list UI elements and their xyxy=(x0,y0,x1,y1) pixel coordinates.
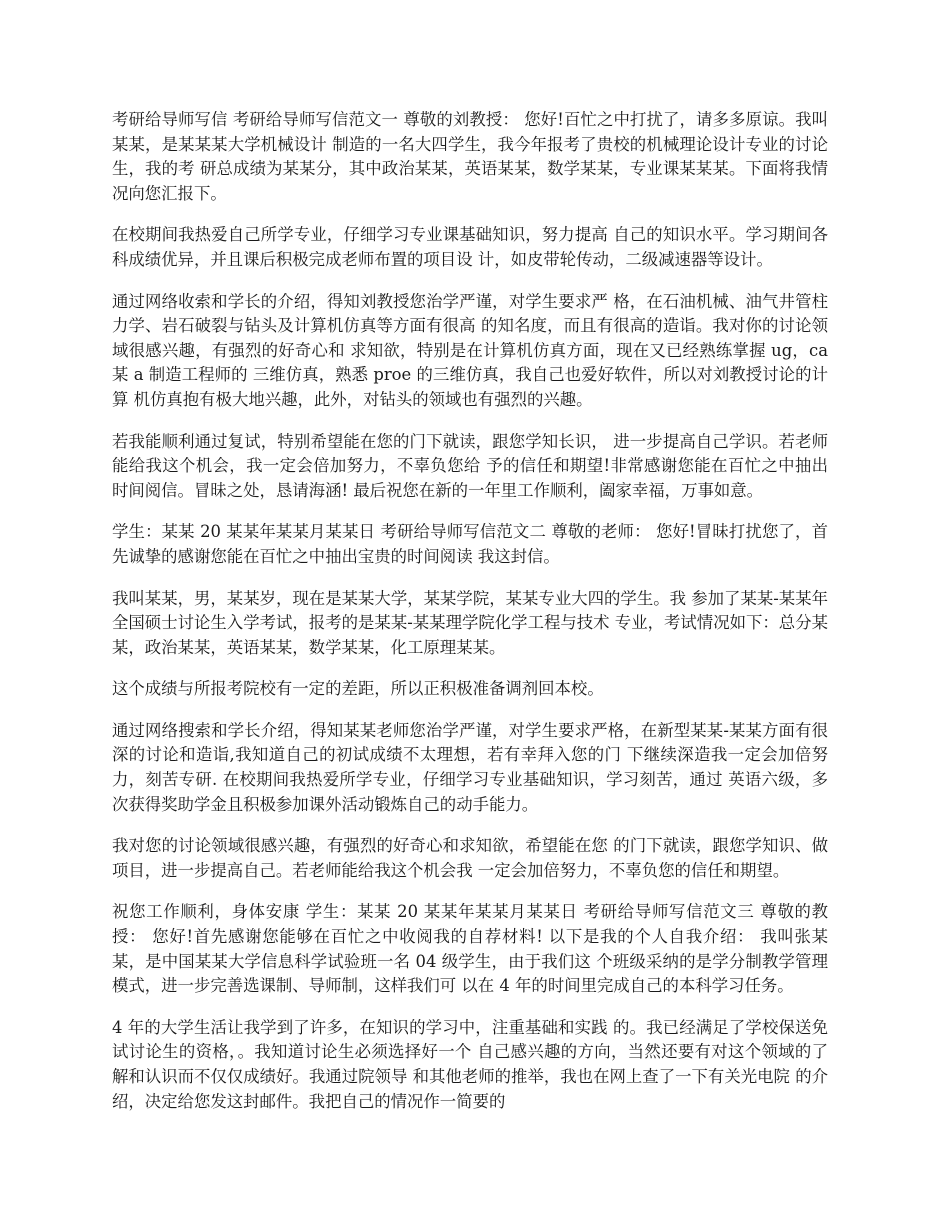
paragraph: 我叫某某，男，某某岁，现在是某某大学，某某学院，某某专业大四的学生。我 参加了某某-某某年全国硕士讨论生入学考试，报考的是某某-某某理学院化学工程与技术 专业，考试情况如下：总分某某，政治某某，英语某某，数学某某，化工原理某某。 xyxy=(112,588,828,657)
paragraph: 考研给导师写信 考研给导师写信范文一 尊敬的刘教授： 您好!百忙之中打扰了，请多多原谅。我叫某某，是某某某大学机械设计 制造的一名大四学生，我今年报考了贵校的机械理论设计专业的讨论生，我的考 研总成绩为某某分，其中政治某某，英语某某，数学某某，专业课某某某。下面将我情 况向您汇报下。 xyxy=(112,110,828,203)
paragraph: 若我能顺利通过复试，特别希望能在您的门下就读，跟您学知长识， 进一步提高自己学识。若老师能给我这个机会，我一定会倍加努力，不辜负您给 予的信任和期望!非常感谢您能在百忙之中抽出时间阅信。冒昧之处，恳请海涵! 最后祝您在新的一年里工作顺利，阖家幸福，万事如意。 xyxy=(112,431,828,500)
paragraph: 这个成绩与所报考院校有一定的差距，所以正积极准备调剂回本校。 xyxy=(112,679,604,699)
paragraph: 4 年的大学生活让我学到了许多，在知识的学习中，注重基础和实践 的。我已经满足了学校保送免试讨论生的资格，。我知道讨论生必须选择好一个 自己感兴趣的方向，当然还要有对这个领域的了解和认识而不仅仅成绩好。我通过院领导 和其他老师的推举，我也在网上查了一下有关光电院 的介绍，决定给您发这封邮件。我把自己的情况作一简要的 xyxy=(112,1017,828,1111)
paragraph: 通过网络收索和学长的介绍，得知刘教授您治学严谨，对学生要求严 格，在石油机械、油气井管柱力学、岩石破裂与钻头及计算机仿真等方面有很高 的知名度，而且有很高的造诣。我对你的讨论领域很感兴趣，有强烈的好奇心和 求知欲，特别是在计算机仿真方面，现在又已经熟练掌握 ug，ca 某 a 制造工程师的 三维仿真，熟悉 proe 的三维仿真，我自己也爱好软件，所以对刘教授讨论的计算 机仿真抱有极大地兴趣，此外，对钻头的领域也有强烈的兴趣。 xyxy=(112,291,828,409)
paragraph: 在校期间我热爱自己所学专业，仔细学习专业课基础知识，努力提高 自己的知识水平。学习期间各科成绩优异，并且课后积极完成老师布置的项目设 计，如皮带轮传动，二级减速器等设计。 xyxy=(112,225,828,269)
paragraph: 我对您的讨论领域很感兴趣，有强烈的好奇心和求知欲，希望能在您 的门下就读，跟您学知识、做项目，进一步提高自己。若老师能给我这个机会我 一定会加倍努力，不辜负您的信任和期望。 xyxy=(112,836,828,880)
paragraph: 学生：某某 20 某某年某某月某某日 考研给导师写信范文二 尊敬的老师： 您好!冒昧打扰您了，首先诚挚的感谢您能在百忙之中抽出宝贵的时间阅读 我这封信。 xyxy=(112,522,828,566)
paragraph: 祝您工作顺利，身体安康 学生：某某 20 某某年某某月某某日 考研给导师写信范文三 尊敬的教授： 您好!首先感谢您能够在百忙之中收阅我的自荐材料! 以下是我的个人自我介绍： 我叫张某某，是中国某某大学信息科学试验班一名 04 级学生，由于我们这 个班级采纳的是学分制教学管理模式，进一步完善选课制、导师制，这样我们可 以在 4 年的时间里完成自己的本科学习任务。 xyxy=(112,902,828,996)
document-body xyxy=(112,108,828,1131)
paragraph: 通过网络搜索和学长介绍，得知某某老师您治学严谨，对学生要求严格，在新型某某-某某方面有很深的讨论和造诣,我知道自己的初试成绩不太理想，若有幸拜入您的门 下继续深造我一定会加倍努力，刻苦专研. 在校期间我热爱所学专业，仔细学习专业基础知识，学习刻苦，通过 英语六级，多次获得奖助学金且积极参加课外活动锻炼自己的动手能力。 xyxy=(112,720,828,814)
